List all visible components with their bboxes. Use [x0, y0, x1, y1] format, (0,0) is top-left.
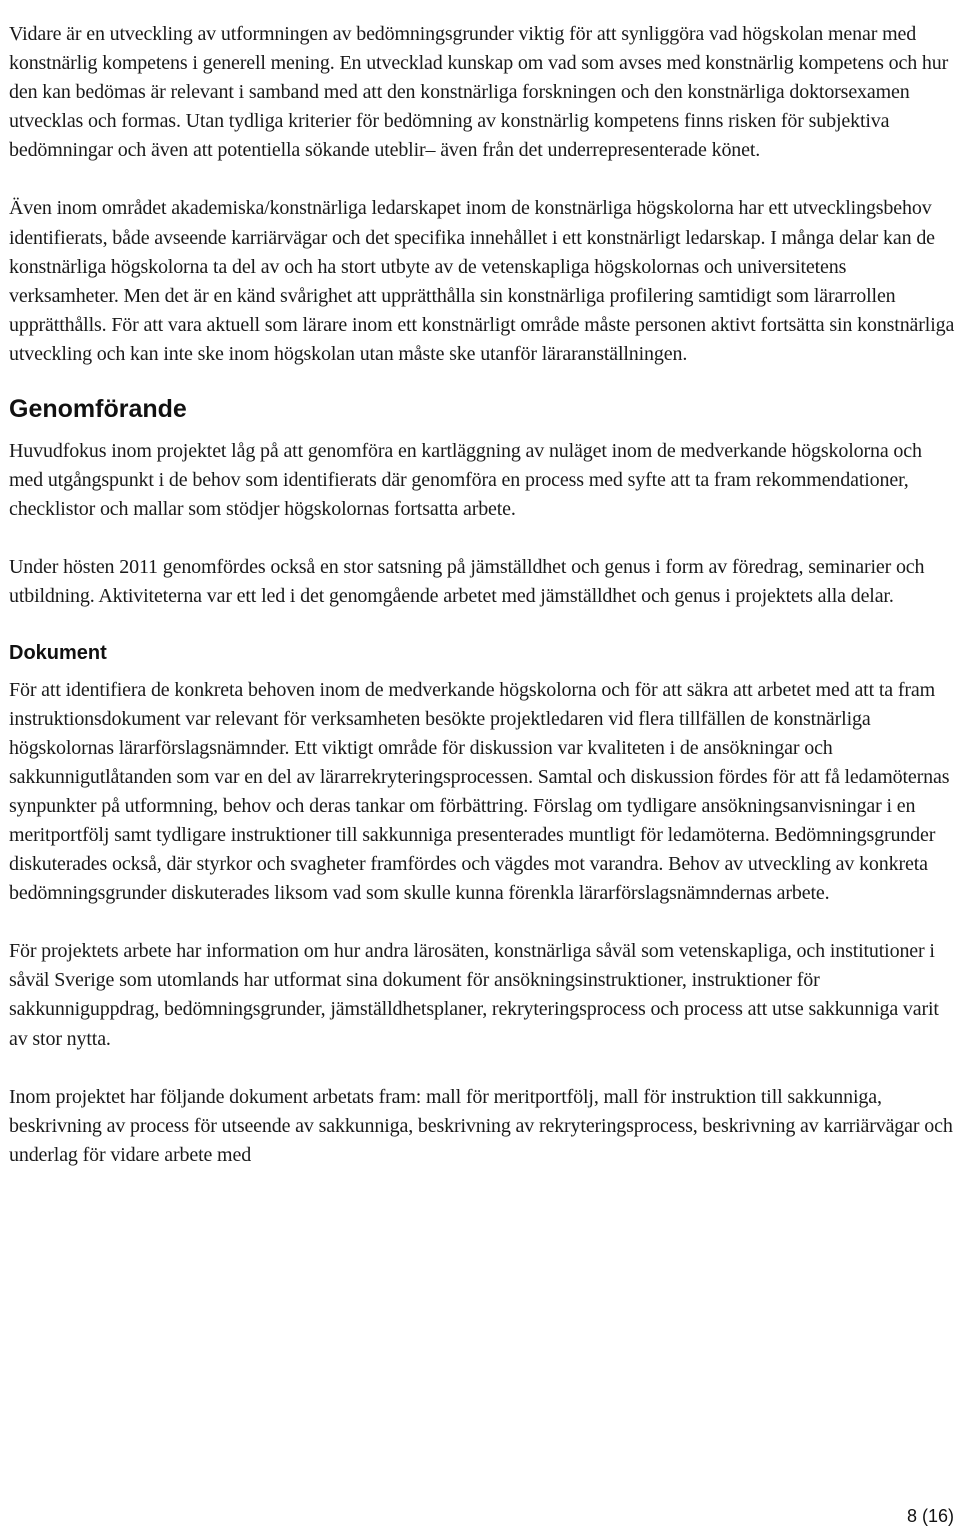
- paragraph-andra-larosaten: För projektets arbete har information om hur andra lärosäten, konstnärliga såväl som vetenskapliga, och institutioner i såväl Sverige som utomlands har utformat sina dokument för ansökningsinstruktioner, instruktioner för sakkunniguppdrag, bedömningsgrunder, jämställdhetsplaner, rekryteringsprocess och process att utse sakkunniga varit av stor nytta.: [9, 940, 939, 1050]
- section-heading-dokument: Dokument: [9, 641, 107, 664]
- paragraph-huvudfokus: Huvudfokus inom projektet låg på att genomföra en kartläggning av nuläget inom de medverkande högskolorna och med utgångspunkt i de behov som identifierats där genomföra en process med syfte att ta fram rekommendationer, checklistor och mallar som stödjer högskolornas fortsatta arbete.: [9, 440, 922, 521]
- paragraph-hosten-2011: Under hösten 2011 genomfördes också en stor satsning på jämställdhet och genus i form av föredrag, seminarier och utbildning. Aktiviteterna var ett led i det genomgående arbetet med jämställdhet och genus i projektets alla delar.: [9, 556, 925, 608]
- paragraph-ledarskap: Även inom området akademiska/konstnärliga ledarskapet inom de konstnärliga högskolorna har ett utvecklingsbehov identifierats, både avseende karriärvägar och det specifika innehållet i ett konstnärligt ledarskap. I många delar kan de konstnärliga högskolorna ta del av och ha stort utbyte av de vetenskapliga högskolornas och universitetens verksamheter. Men det är en känd svårighet att upprätthålla sin konstnärliga profilering samtidigt som lärarrollen upprätthålls. För att vara aktuell som lärare inom ett konstnärligt område måste personen aktivt fortsätta sin konstnärliga utveckling och kan inte ske inom högskolan utan måste ske utanför läraranställningen.: [9, 197, 955, 365]
- paragraph-identifiera-behov: För att identifiera de konkreta behoven inom de medverkande högskolorna och för att säkra att arbetet med att ta fram instruktionsdokument var relevant för verksamheten besökte projektledaren vid flera tillfällen de konstnärliga högskolornas lärarförslagsnämnder. Ett viktigt område för diskussion var kvaliteten i de ansökningar och sakkunnigutlåtanden som var en del av lärarrekryteringsprocessen. Samtal och diskussion fördes för att få ledamöternas synpunkter på utformning, behov och deras tankar om förbättring. Förslag om tydligare ansökningsanvisningar i en meritportfölj samt tydligare instruktioner till sakkunniga presenterades muntligt för ledamöterna. Bedömningsgrunder diskuterades också, där styrkor och svagheter framfördes och vägdes mot varandra. Behov av utveckling av konkreta bedömningsgrunder diskuterades liksom vad som skulle kunna förenkla lärarförslagsnämndernas arbete.: [9, 678, 950, 905]
- page-number: 8 (16): [906, 1506, 954, 1526]
- paragraph-konstnarlig-kompetens: Vidare är en utveckling av utformningen av bedömningsgrunder viktig för att synliggöra vad högskolan menar med konstnärlig kompetens i generell mening. En utvecklad kunskap om vad som avses med konstnärlig kompetens och hur den kan bedömas är relevant i samband med att den konstnärliga forskningen och den konstnärliga doktorsexamen utvecklas och formas. Utan tydliga kriterier för bedömning av konstnärlig kompetens finns risken för subjektiva bedömningar och även att potentiella sökande uteblir– även från det underrepresenterade könet.: [9, 23, 949, 162]
- section-heading-genomforande: Genomförande: [9, 395, 187, 424]
- document-page: [9, 20, 955, 1170]
- paragraph-dokument-framtagna: Inom projektet har följande dokument arbetats fram: mall för meritportfölj, mall för instruktion till sakkunniga, beskrivning av process för utseende av sakkunniga, beskrivning av rekryteringsprocess, beskrivning av karriärvägar och underlag för vidare arbete med: [9, 1085, 953, 1166]
